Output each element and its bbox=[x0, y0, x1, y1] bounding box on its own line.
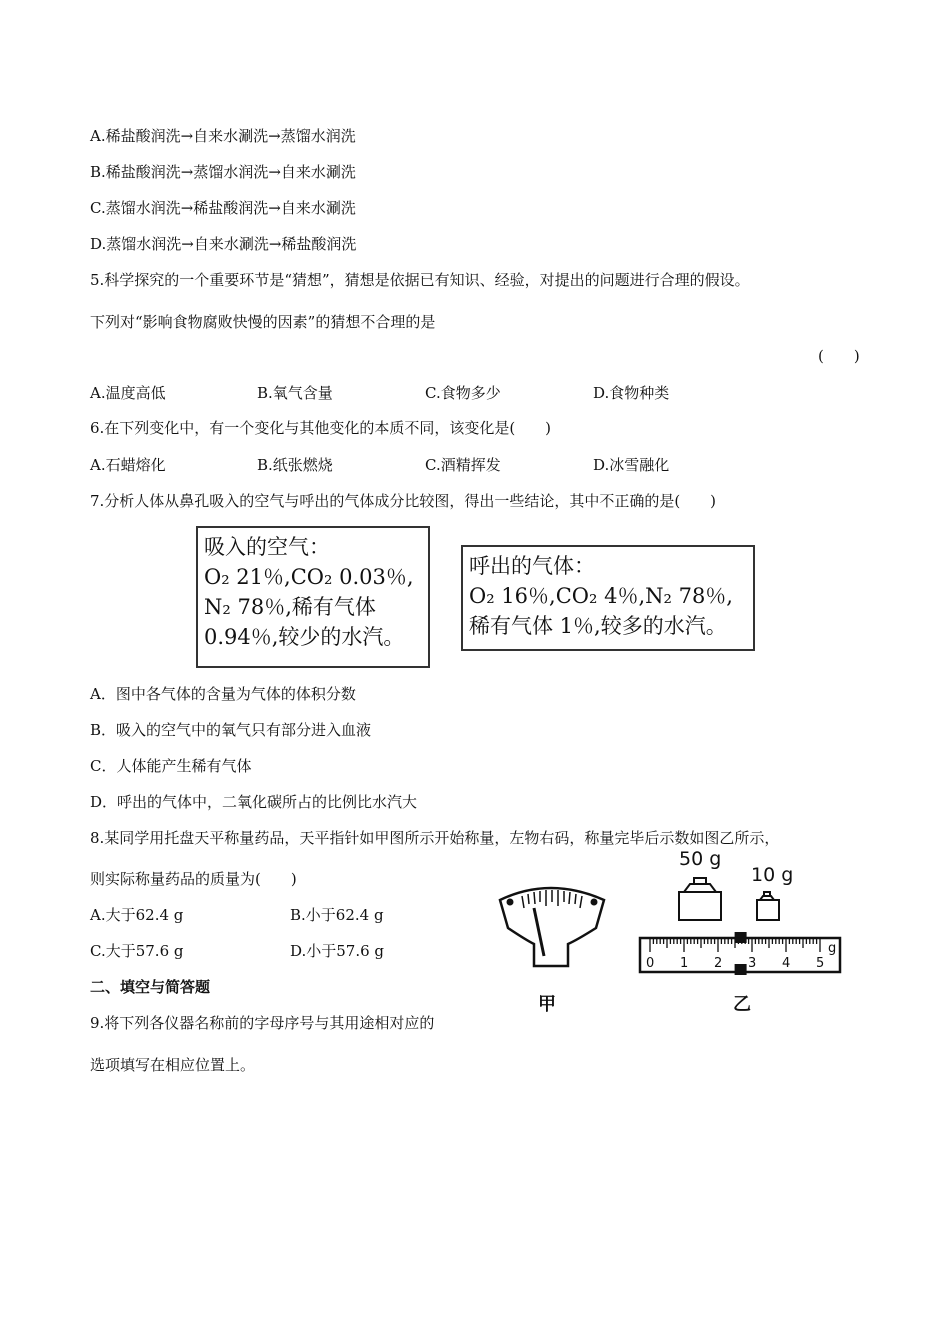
section-heading: 二、填空与简答题 bbox=[90, 978, 211, 996]
q4-option-b: B.稀盐酸润洗→蒸馏水润洗→自来水涮洗 bbox=[90, 163, 356, 181]
q9-stem-line2: 选项填写在相应位置上。 bbox=[90, 1056, 256, 1074]
q8-option-a: A.大于62.4 g bbox=[90, 906, 184, 924]
scale-unit-label: g bbox=[828, 941, 837, 956]
figure-label-yi: 乙 bbox=[733, 994, 751, 1015]
q7-option-b: B．吸入的空气中的氧气只有部分进入血液 bbox=[90, 721, 372, 739]
q5-stem-line2: 下列对“影响食物腐败快慢的因素”的猜想不合理的是 bbox=[90, 313, 436, 331]
inhaled-box-line: 吸入的空气： bbox=[204, 535, 330, 559]
inhaled-box-line: N₂ 78％,稀有气体 bbox=[204, 595, 376, 619]
q8-stem-line1: 8.某同学用托盘天平称量药品，天平指针如甲图所示开始称量，左物右码，称量完毕后示数如图乙所示， bbox=[90, 829, 780, 847]
q6-stem: 6.在下列变化中，有一个变化与其他变化的本质不同，该变化是( ) bbox=[90, 419, 552, 437]
big-weight-label: 50 g bbox=[679, 848, 722, 870]
scale-tick-label: 2 bbox=[714, 956, 723, 971]
q5-option-d: D.食物种类 bbox=[593, 384, 670, 402]
scale-tick-label: 1 bbox=[680, 956, 689, 971]
q5-answer-paren: ( ) bbox=[818, 347, 860, 365]
scale-tick-label: 5 bbox=[816, 956, 825, 971]
q6-option-d: D.冰雪融化 bbox=[593, 456, 670, 474]
q6-option-b: B.纸张燃烧 bbox=[257, 456, 333, 474]
rider-bottom bbox=[735, 964, 747, 975]
q5-option-c: C.食物多少 bbox=[425, 384, 501, 402]
rider-top bbox=[735, 932, 747, 943]
small-weight-label: 10 g bbox=[751, 864, 794, 886]
weights-and-scale-figure bbox=[636, 870, 846, 980]
inhaled-box-line: 0.94％,较少的水汽。 bbox=[204, 625, 405, 649]
q5-option-b: B.氧气含量 bbox=[257, 384, 333, 402]
q5-stem-line1: 5.科学探究的一个重要环节是“猜想”，猜想是依据已有知识、经验，对提出的问题进行合理的假设。 bbox=[90, 271, 750, 289]
figure-label-jia: 甲 bbox=[538, 994, 556, 1015]
q4-option-a: A.稀盐酸润洗→自来水涮洗→蒸馏水润洗 bbox=[90, 127, 356, 145]
q8-option-b: B.小于62.4 g bbox=[290, 906, 384, 924]
exhaled-gas-box bbox=[461, 545, 755, 651]
q5-option-a: A.温度高低 bbox=[90, 384, 166, 402]
exhaled-box-line: 呼出的气体： bbox=[469, 554, 595, 578]
q6-option-c: C.酒精挥发 bbox=[425, 456, 501, 474]
q4-option-c: C.蒸馏水润洗→稀盐酸润洗→自来水涮洗 bbox=[90, 199, 356, 217]
q4-option-d: D.蒸馏水润洗→自来水涮洗→稀盐酸润洗 bbox=[90, 235, 357, 253]
exhaled-box-line: O₂ 16％,CO₂ 4％,N₂ 78％, bbox=[469, 584, 733, 608]
scale-tick-label: 4 bbox=[782, 956, 791, 971]
q8-option-c: C.大于57.6 g bbox=[90, 942, 184, 960]
balance-pointer-figure bbox=[492, 880, 612, 980]
inhaled-box-line: O₂ 21％,CO₂ 0.03％, bbox=[204, 565, 414, 589]
q7-stem: 7.分析人体从鼻孔吸入的空气与呼出的气体成分比较图，得出一些结论，其中不正确的是( ) bbox=[90, 492, 717, 510]
scale-tick-label: 0 bbox=[646, 956, 655, 971]
exhaled-box-line: 稀有气体 1％,较多的水汽。 bbox=[469, 614, 727, 638]
q7-option-c: C．人体能产生稀有气体 bbox=[90, 757, 252, 775]
q7-option-a: A．图中各气体的含量为气体的体积分数 bbox=[90, 685, 356, 703]
q8-option-d: D.小于57.6 g bbox=[290, 942, 385, 960]
q7-option-d: D．呼出的气体中，二氧化碳所占的比例比水汽大 bbox=[90, 793, 418, 811]
q8-stem-line2: 则实际称量药品的质量为( ) bbox=[90, 870, 297, 888]
inhaled-air-box bbox=[196, 526, 430, 668]
scale-tick-label: 3 bbox=[748, 956, 757, 971]
q9-stem-line1: 9.将下列各仪器名称前的字母序号与其用途相对应的 bbox=[90, 1014, 435, 1032]
q6-option-a: A.石蜡熔化 bbox=[90, 456, 166, 474]
